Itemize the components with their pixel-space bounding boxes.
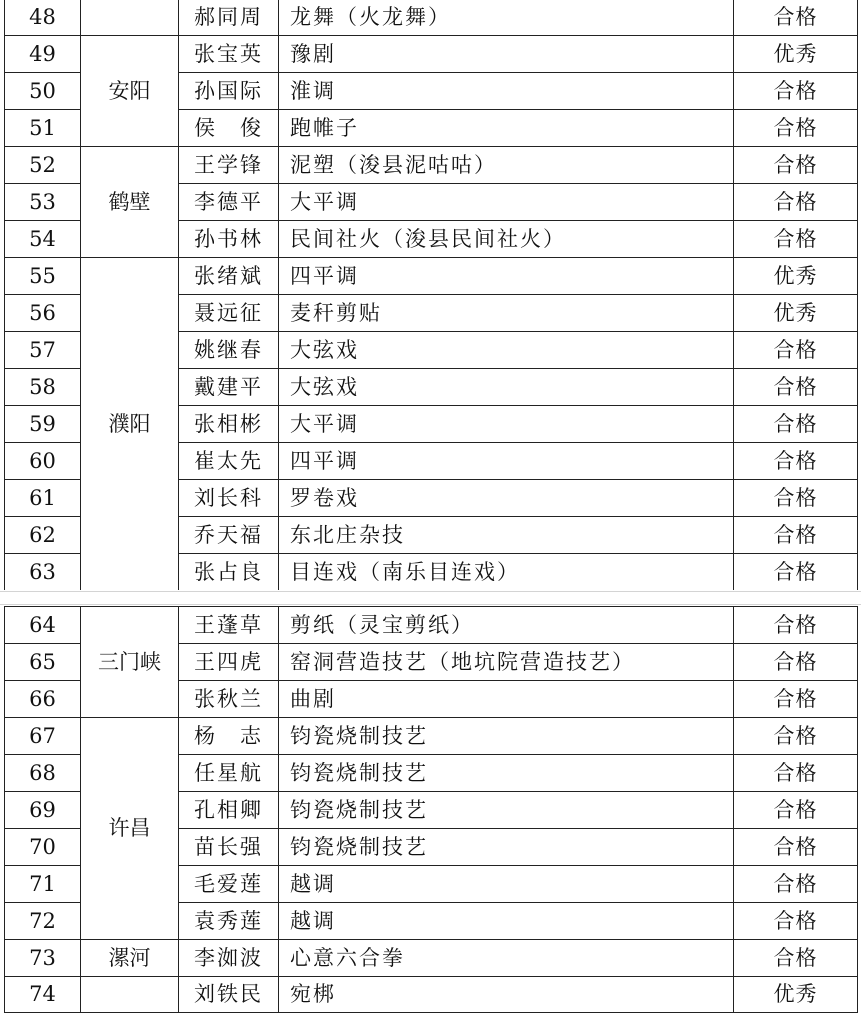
row-number: 57: [5, 332, 81, 369]
assessment-result: 合格: [734, 718, 858, 755]
project-name: 钧瓷烧制技艺: [279, 829, 734, 866]
project-name: 泥塑（浚县泥咕咕）: [279, 147, 734, 184]
project-name: 罗卷戏: [279, 480, 734, 517]
project-name: 四平调: [279, 443, 734, 480]
table-row: [5, 977, 858, 1013]
assessment-result: 合格: [734, 332, 858, 369]
project-name: 民间社火（浚县民间社火）: [279, 221, 734, 258]
assessment-result: 合格: [734, 443, 858, 480]
assessment-result: 合格: [734, 792, 858, 829]
table-row: [5, 36, 858, 73]
inheritor-name: 侯 俊: [179, 110, 279, 147]
assessment-result: 合格: [734, 866, 858, 903]
project-name: 钧瓷烧制技艺: [279, 755, 734, 792]
table-row: [5, 258, 858, 295]
table-row: [5, 940, 858, 977]
row-number: 61: [5, 480, 81, 517]
row-number: 71: [5, 866, 81, 903]
inheritor-name: 张宝英: [179, 36, 279, 73]
assessment-result: 合格: [734, 755, 858, 792]
project-name: 淮调: [279, 73, 734, 110]
city-cell: 鹤壁: [81, 147, 179, 258]
inheritor-name: 姚继春: [179, 332, 279, 369]
inheritor-name: 乔天福: [179, 517, 279, 554]
inheritor-name: 刘长科: [179, 480, 279, 517]
project-name: 豫剧: [279, 36, 734, 73]
assessment-result: 合格: [734, 110, 858, 147]
assessment-result: 优秀: [734, 295, 858, 332]
inheritor-name: 李德平: [179, 184, 279, 221]
inheritor-name: 张相彬: [179, 406, 279, 443]
assessment-result: 合格: [734, 644, 858, 681]
row-number: 51: [5, 110, 81, 147]
assessment-result: 合格: [734, 0, 858, 36]
project-name: 曲剧: [279, 681, 734, 718]
assessment-result: 合格: [734, 184, 858, 221]
project-name: 钧瓷烧制技艺: [279, 718, 734, 755]
project-name: 宛梆: [279, 977, 734, 1013]
inheritor-name: 孙书林: [179, 221, 279, 258]
inheritor-name: 孔相卿: [179, 792, 279, 829]
assessment-result: 合格: [734, 221, 858, 258]
project-name: 龙舞（火龙舞）: [279, 0, 734, 36]
row-number: 72: [5, 903, 81, 940]
project-name: 跑帷子: [279, 110, 734, 147]
table-row: [5, 147, 858, 184]
assessment-result: 合格: [734, 607, 858, 644]
inheritor-name: 王学锋: [179, 147, 279, 184]
project-name: 大弦戏: [279, 332, 734, 369]
assessment-result: 优秀: [734, 36, 858, 73]
row-number: 58: [5, 369, 81, 406]
project-name: 心意六合拳: [279, 940, 734, 977]
assessment-result: 优秀: [734, 977, 858, 1013]
assessment-result: 合格: [734, 829, 858, 866]
row-number: 74: [5, 977, 81, 1013]
assessment-result: 合格: [734, 406, 858, 443]
row-number: 67: [5, 718, 81, 755]
inheritor-name: 苗长强: [179, 829, 279, 866]
inheritor-name: 张秋兰: [179, 681, 279, 718]
inheritor-name: 孙国际: [179, 73, 279, 110]
table-row: [5, 0, 858, 36]
inheritor-name: 王蓬草: [179, 607, 279, 644]
city-cell: 许昌: [81, 718, 179, 940]
project-name: 越调: [279, 866, 734, 903]
assessment-result: 合格: [734, 554, 858, 591]
inheritor-name: 任星航: [179, 755, 279, 792]
assessment-result: 合格: [734, 147, 858, 184]
row-number: 50: [5, 73, 81, 110]
page-break-line-top: [0, 591, 861, 592]
project-name: 东北庄杂技: [279, 517, 734, 554]
city-cell-blank: [81, 0, 179, 36]
row-number: 66: [5, 681, 81, 718]
assessment-result: 合格: [734, 903, 858, 940]
project-name: 目连戏（南乐目连戏）: [279, 554, 734, 591]
row-number: 60: [5, 443, 81, 480]
row-number: 65: [5, 644, 81, 681]
row-number: 63: [5, 554, 81, 591]
project-name: 窑洞营造技艺（地坑院营造技艺）: [279, 644, 734, 681]
inheritor-name: 聂远征: [179, 295, 279, 332]
row-number: 54: [5, 221, 81, 258]
inheritor-table-page-2: [4, 606, 858, 1013]
row-number: 59: [5, 406, 81, 443]
row-number: 52: [5, 147, 81, 184]
project-name: 钧瓷烧制技艺: [279, 792, 734, 829]
page-break-line-bottom: [0, 604, 861, 605]
project-name: 越调: [279, 903, 734, 940]
table-row: [5, 718, 858, 755]
row-number: 73: [5, 940, 81, 977]
project-name: 大平调: [279, 184, 734, 221]
inheritor-name: 毛爱莲: [179, 866, 279, 903]
row-number: 68: [5, 755, 81, 792]
row-number: 53: [5, 184, 81, 221]
city-cell: 安阳: [81, 36, 179, 147]
project-name: 剪纸（灵宝剪纸）: [279, 607, 734, 644]
assessment-result: 合格: [734, 681, 858, 718]
inheritor-name: 李洳波: [179, 940, 279, 977]
inheritor-name: 戴建平: [179, 369, 279, 406]
project-name: 四平调: [279, 258, 734, 295]
row-number: 69: [5, 792, 81, 829]
city-cell: 濮阳: [81, 258, 179, 591]
row-number: 56: [5, 295, 81, 332]
inheritor-name: 袁秀莲: [179, 903, 279, 940]
inheritor-name: 崔太先: [179, 443, 279, 480]
assessment-result: 合格: [734, 73, 858, 110]
project-name: 麦秆剪贴: [279, 295, 734, 332]
city-cell: 漯河: [81, 940, 179, 977]
row-number: 48: [5, 0, 81, 36]
city-cell: 三门峡: [81, 607, 179, 718]
assessment-result: 合格: [734, 940, 858, 977]
city-cell-blank: [81, 977, 179, 1013]
row-number: 70: [5, 829, 81, 866]
row-number: 64: [5, 607, 81, 644]
inheritor-name: 杨 志: [179, 718, 279, 755]
assessment-result: 优秀: [734, 258, 858, 295]
row-number: 62: [5, 517, 81, 554]
row-number: 49: [5, 36, 81, 73]
inheritor-name: 郝同周: [179, 0, 279, 36]
inheritor-name: 张占良: [179, 554, 279, 591]
inheritor-name: 刘铁民: [179, 977, 279, 1013]
row-number: 55: [5, 258, 81, 295]
assessment-result: 合格: [734, 517, 858, 554]
assessment-result: 合格: [734, 480, 858, 517]
assessment-result: 合格: [734, 369, 858, 406]
table-row: [5, 607, 858, 644]
inheritor-name: 王四虎: [179, 644, 279, 681]
inheritor-table-page-1: [4, 0, 858, 591]
project-name: 大平调: [279, 406, 734, 443]
project-name: 大弦戏: [279, 369, 734, 406]
inheritor-name: 张绪斌: [179, 258, 279, 295]
